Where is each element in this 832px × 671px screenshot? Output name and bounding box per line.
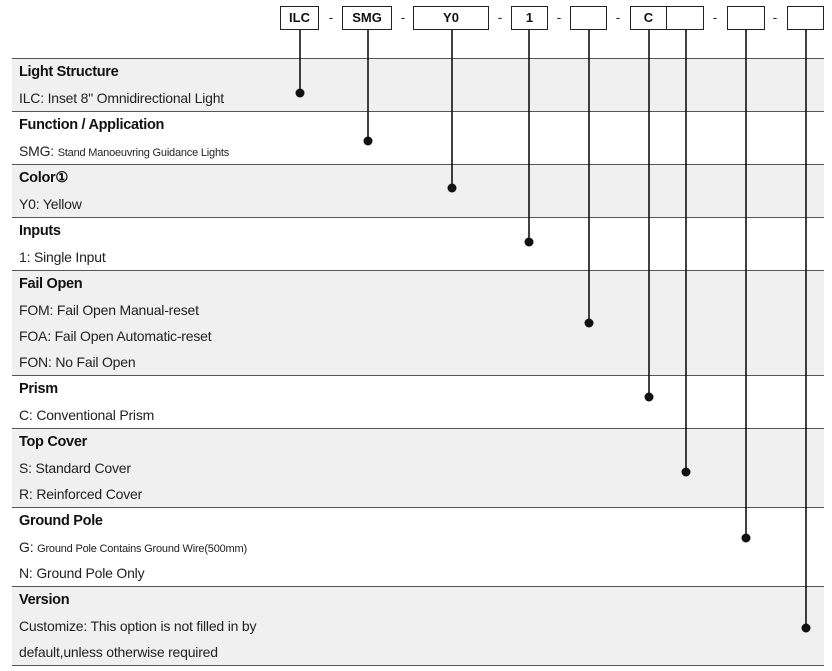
section-title: Prism: [19, 381, 58, 397]
option-row: SMG: Stand Manoeuvring Guidance Lights: [19, 143, 230, 159]
section-top-cover: [12, 429, 824, 508]
option-desc: Standard Cover: [35, 460, 131, 476]
option-row: S: Standard Cover: [19, 460, 131, 476]
code-separator: -: [772, 9, 778, 25]
code-segment-top-cover: [666, 6, 704, 30]
section-function: [12, 112, 824, 165]
options-table: [12, 58, 824, 666]
option-desc: Ground Pole Only: [36, 565, 145, 581]
section-title: Top Cover: [19, 434, 87, 450]
option-row: 1: Single Input: [19, 249, 106, 265]
code-segment-version: [787, 6, 824, 30]
option-row: [12, 639, 824, 665]
code-segment-fail-open: [570, 6, 607, 30]
option-code: FOA: [19, 328, 48, 344]
option-desc: Reinforced Cover: [36, 486, 143, 502]
option-row: Customize: This option is not filled in by: [19, 618, 257, 634]
option-desc: Single Input: [33, 249, 106, 265]
option-code: Y0: [19, 196, 36, 212]
section-light-structure: [12, 59, 824, 112]
option-row: FOM: Fail Open Manual-reset: [19, 302, 199, 318]
option-code: SMG: [19, 143, 51, 159]
option-desc: No Fail Open: [55, 354, 136, 370]
code-segment-prism: C: [630, 6, 667, 30]
option-code: G: [19, 539, 30, 555]
option-row: N: Ground Pole Only: [19, 565, 145, 581]
code-separator: -: [328, 9, 334, 25]
option-desc: Inset 8" Omnidirectional Light: [47, 90, 224, 106]
option-desc: Yellow: [42, 196, 82, 212]
option-desc: Fail Open Manual-reset: [56, 302, 199, 318]
section-version: [12, 587, 824, 666]
section-title: Fail Open: [19, 276, 83, 292]
code-separator: -: [556, 9, 562, 25]
code-separator: -: [497, 9, 503, 25]
option-row: C: Conventional Prism: [19, 407, 155, 423]
option-row: Y0: Yellow: [19, 196, 82, 212]
section-color: [12, 165, 824, 218]
section-title: Ground Pole: [19, 513, 103, 529]
option-desc: Ground Pole Contains Ground Wire(500mm): [37, 543, 247, 555]
section-prism: [12, 376, 824, 429]
option-desc: Stand Manoeuvring Guidance Lights: [57, 147, 230, 159]
option-row: FOA: Fail Open Automatic-reset: [19, 328, 212, 344]
option-code: S: [19, 460, 29, 476]
option-desc: This option is not filled in by: [90, 618, 257, 634]
option-code: R: [19, 486, 29, 502]
option-code: N: [19, 565, 29, 581]
option-code: FON: [19, 354, 48, 370]
code-separator: -: [712, 9, 718, 25]
section-title: Version: [19, 592, 70, 608]
section-title: Light Structure: [19, 64, 119, 80]
code-segment-ground-pole: [727, 6, 765, 30]
code-segment-light-structure: ILC: [280, 6, 319, 30]
section-fail-open: [12, 271, 824, 376]
section-inputs: [12, 218, 824, 271]
code-segment-function: SMG: [342, 6, 392, 30]
section-title: Function / Application: [19, 117, 165, 133]
option-code: 1: [19, 249, 27, 265]
option-row: ILC: Inset 8" Omnidirectional Light: [19, 90, 224, 106]
option-desc: Fail Open Automatic-reset: [54, 328, 212, 344]
option-code: Customize: [19, 618, 84, 634]
option-code: C: [19, 407, 29, 423]
option-desc: Conventional Prism: [36, 407, 155, 423]
option-row: R: Reinforced Cover: [19, 486, 143, 502]
option-desc: default,unless otherwise required: [19, 644, 218, 660]
option-row: G: Ground Pole Contains Ground Wire(500mm): [19, 539, 247, 555]
option-row: FON: No Fail Open: [19, 354, 136, 370]
section-title: Inputs: [19, 223, 61, 239]
code-segment-inputs: 1: [511, 6, 548, 30]
option-code: ILC: [19, 90, 41, 106]
section-ground-pole: [12, 508, 824, 587]
code-segment-color: Y0: [413, 6, 489, 30]
section-title: Color①: [19, 170, 69, 186]
code-separator: -: [615, 9, 621, 25]
option-code: FOM: [19, 302, 50, 318]
code-separator: -: [400, 9, 406, 25]
